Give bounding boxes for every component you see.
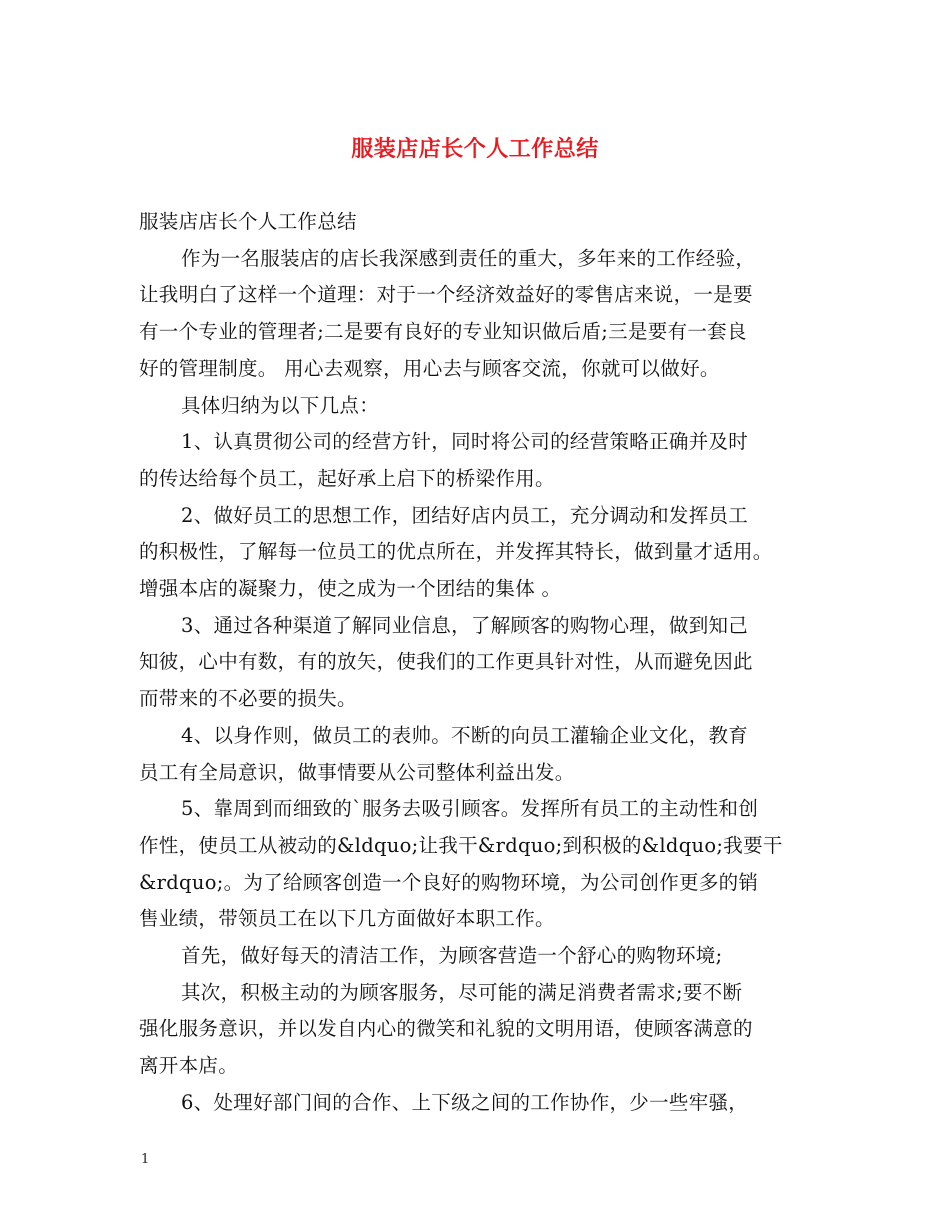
body-line: 的积极性，了解每一位员工的优点所在，并发挥其特长，做到量才适用。: [139, 540, 773, 564]
body-line: 而带来的不必要的损失。: [139, 687, 357, 711]
document-body: [139, 204, 819, 1122]
body-line: 2、做好员工的思想工作，团结好店内员工，充分调动和发挥员工: [181, 503, 749, 527]
body-line: 让我明白了这样一个道理：对于一个经济效益好的零售店来说，一是要: [139, 283, 753, 307]
body-line: 的传达给每个员工，起好承上启下的桥梁作用。: [139, 466, 555, 490]
body-line: 作为一名服装店的店长我深感到责任的重大，多年来的工作经验，: [181, 246, 756, 270]
body-line: 其次，积极主动的为顾客服务，尽可能的满足消费者需求;要不断: [181, 980, 743, 1004]
body-line: 5、靠周到而细致的`服务去吸引顾客。发挥所有员工的主动性和创: [181, 797, 759, 821]
page-number: 1: [141, 1152, 150, 1167]
body-line: 员工有全局意识，做事情要从公司整体利益出发。: [139, 760, 575, 784]
body-line: 3、通过各种渠道了解同业信息，了解顾客的购物心理，做到知己: [181, 613, 749, 637]
body-line: 增强本店的凝聚力，使之成为一个团结的集体 。: [139, 577, 562, 601]
body-line: 1、认真贯彻公司的经营方针，同时将公司的经营策略正确并及时: [181, 430, 749, 454]
body-line: 离开本店。: [139, 1054, 239, 1078]
body-line: 好的管理制度。 用心去观察，用心去与顾客交流，你就可以做好。: [139, 356, 720, 380]
body-line: 首先，做好每天的清洁工作，为顾客营造一个舒心的购物环境;: [181, 944, 723, 968]
body-line: 4、以身作则，做员工的表帅。不断的向员工灌输企业文化，教育: [181, 723, 749, 747]
body-line: 有一个专业的管理者;二是要有良好的专业知识做后盾;三是要有一套良: [139, 320, 747, 344]
body-line: 作性，使员工从被动的&ldquo;让我干&rdquo;到积极的&ldquo;我要干: [139, 833, 783, 857]
body-line: 售业绩，带领员工在以下几方面做好本职工作。: [139, 907, 555, 931]
document-title: 服装店店长个人工作总结: [351, 137, 599, 162]
body-line: 服装店店长个人工作总结: [139, 210, 357, 233]
body-line: 知彼，心中有数，有的放矢，使我们的工作更具针对性，从而避免因此: [139, 650, 753, 674]
body-line: 强化服务意识，并以发自内心的微笑和礼貌的文明用语，使顾客满意的: [139, 1017, 753, 1041]
body-line: 6、处理好部门间的合作、上下级之间的工作协作，少一些牢骚，: [181, 1090, 749, 1114]
body-line: &rdquo;。为了给顾客创造一个良好的购物环境，为公司创作更多的销: [139, 870, 759, 894]
body-line: 具体归纳为以下几点：: [181, 393, 380, 417]
